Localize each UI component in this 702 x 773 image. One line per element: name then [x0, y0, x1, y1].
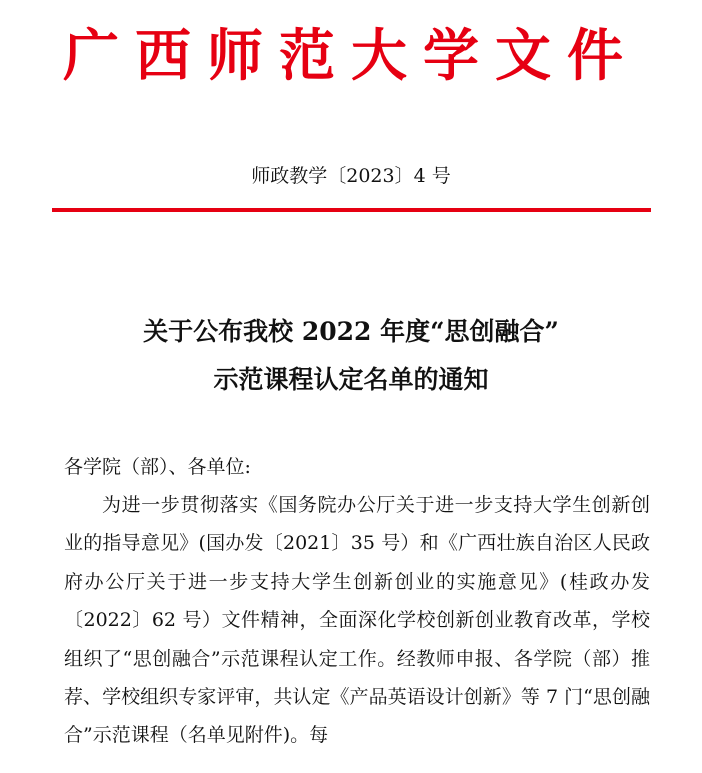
document-number: 师政教学〔2023〕4 号	[251, 165, 451, 187]
red-divider-line	[52, 208, 651, 212]
document-title-line-2: 示范课程认定名单的通知	[213, 365, 489, 394]
salutation: 各学院（部）、各单位:	[64, 456, 251, 478]
masthead-title: 广西师范大学文件	[63, 24, 639, 89]
document-title-line-1: 关于公布我校 2022 年度“思创融合”	[143, 317, 559, 346]
body-paragraph: 为进一步贯彻落实《国务院办公厅关于进一步支持大学生创新创业的指导意见》(国办发〔2021〕35 号）和《广西壮族自治区人民政府办公厅关于进一步支持大学生创新创业的实施意见》(桂政办发〔2022〕62 号）文件精神，全面深化学校创新创业教育改革，学校组织了“思创融合”示范课程认定工作。经教师申报、各学院（部）推荐、学校组织专家评审，共认定《产品英语设计创新》等 7 门“思创融合”示范课程（名单见附件)。每	[64, 494, 650, 747]
